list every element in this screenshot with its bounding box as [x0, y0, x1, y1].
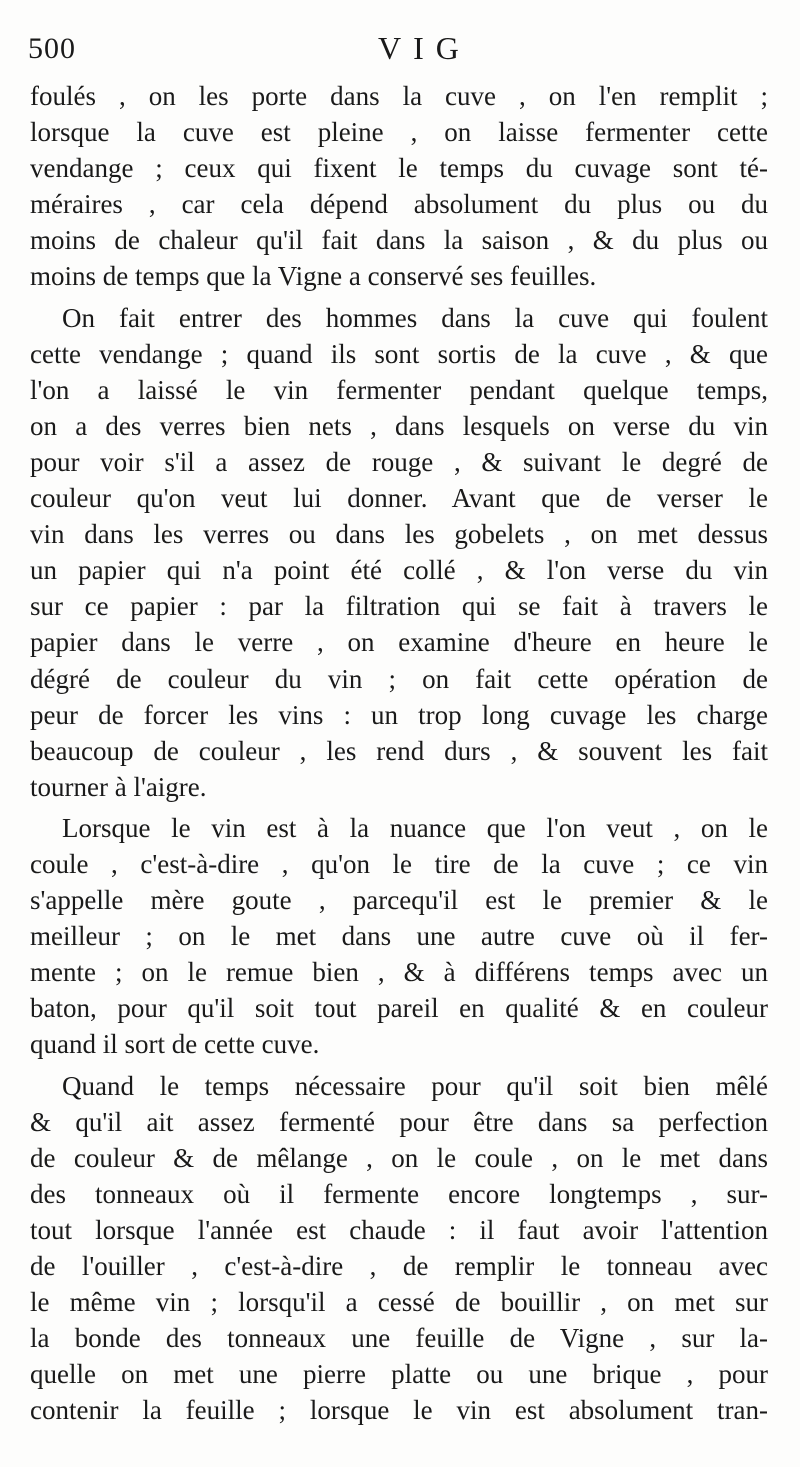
- text-line: l'on a laissé le vin fermenter pendant quelque temps,: [30, 374, 768, 405]
- text-line: & qu'il ait assez fermenté pour être dans sa perfection: [30, 1106, 768, 1137]
- page-number: 500: [28, 32, 76, 65]
- text-line: méraires , car cela dépend absolument du plus ou du: [30, 189, 768, 220]
- text-line: dégré de couleur du vin ; on fait cette opération de: [30, 663, 768, 694]
- text-line: des tonneaux où il fermente encore longtemps , sur-: [30, 1178, 768, 1209]
- text-line: quelle on met une pierre platte ou une brique , pour: [30, 1359, 768, 1390]
- text-line: de l'ouiller , c'est-à-dire , de remplir le tonneau avec: [30, 1251, 768, 1281]
- text-line: vendange ; ceux qui fixent le temps du cuvage sont té-: [30, 153, 768, 184]
- text-line: vin dans les verres ou dans les gobelets , on met dessus: [30, 519, 768, 550]
- text-line: foulés , on les porte dans la cuve , on l'en remplit ;: [30, 81, 768, 111]
- text-line: moins de temps que la Vigne a conservé ses feuilles.: [30, 261, 597, 292]
- text-line: quand il sort de cette cuve.: [30, 1029, 320, 1060]
- text-line: un papier qui n'a point été collé , & l'on verse du vin: [30, 555, 768, 586]
- text-line: s'appelle mère goute , parcequ'il est le premier & le: [30, 885, 768, 916]
- text-line: coule , c'est-à-dire , qu'on le tire de la cuve ; ce vin: [30, 848, 768, 879]
- text-line: le même vin ; lorsqu'il a cessé de bouillir , on met sur: [30, 1287, 768, 1318]
- running-head: VIG: [378, 30, 471, 66]
- text-line: on a des verres bien nets , dans lesquels on verse du vin: [30, 410, 768, 441]
- paragraph: [30, 1068, 768, 1429]
- text-line: tout lorsque l'année est chaude : il faut avoir l'attention: [30, 1214, 768, 1245]
- text-line: cette vendange ; quand ils sont sortis de la cuve , & que: [30, 338, 768, 369]
- text-line: baton, pour qu'il soit tout pareil en qualité & en couleur: [30, 993, 768, 1024]
- text-line: peur de forcer les vins : un trop long cuvage les charge: [30, 699, 768, 730]
- text-line: On fait entrer des hommes dans la cuve qui foulent: [62, 302, 768, 333]
- text-line: sur ce papier : par la filtration qui se fait à travers le: [30, 591, 768, 622]
- text-line: lorsque la cuve est pleine , on laisse fermenter cette: [30, 117, 768, 148]
- text-line: de couleur & de mêlange , on le coule , on le met dans: [30, 1142, 768, 1173]
- text-line: Lorsque le vin est à la nuance que l'on veut , on le: [62, 812, 768, 843]
- text-line: papier dans le verre , on examine d'heure en heure le: [30, 627, 768, 658]
- text-line: pour voir s'il a assez de rouge , & suivant le degré de: [30, 446, 768, 477]
- text-line: meilleur ; on le met dans une autre cuve où il fer-: [30, 921, 768, 952]
- body-text: [30, 78, 768, 1428]
- text-line: beaucoup de couleur , les rend durs , & souvent les fait: [30, 735, 768, 766]
- paragraph: [30, 78, 768, 295]
- bleed-through-signature-mark: [640, 1410, 648, 1437]
- text-line: la bonde des tonneaux une feuille de Vigne , sur la-: [30, 1323, 768, 1354]
- text-line: moins de chaleur qu'il fait dans la saison , & du plus ou: [30, 225, 768, 256]
- paragraph: [30, 810, 768, 1063]
- page-header: [28, 32, 768, 72]
- text-line: Quand le temps nécessaire pour qu'il soit bien mêlé: [62, 1070, 768, 1101]
- paragraph: [30, 300, 768, 805]
- text-line: contenir la feuille ; lorsque le vin est absolument tran-: [30, 1395, 768, 1426]
- text-line: couleur qu'on veut lui donner. Avant que de verser le: [30, 483, 768, 514]
- text-line: tourner à l'aigre.: [30, 771, 207, 802]
- text-line: mente ; on le remue bien , & à différens temps avec un: [30, 957, 768, 988]
